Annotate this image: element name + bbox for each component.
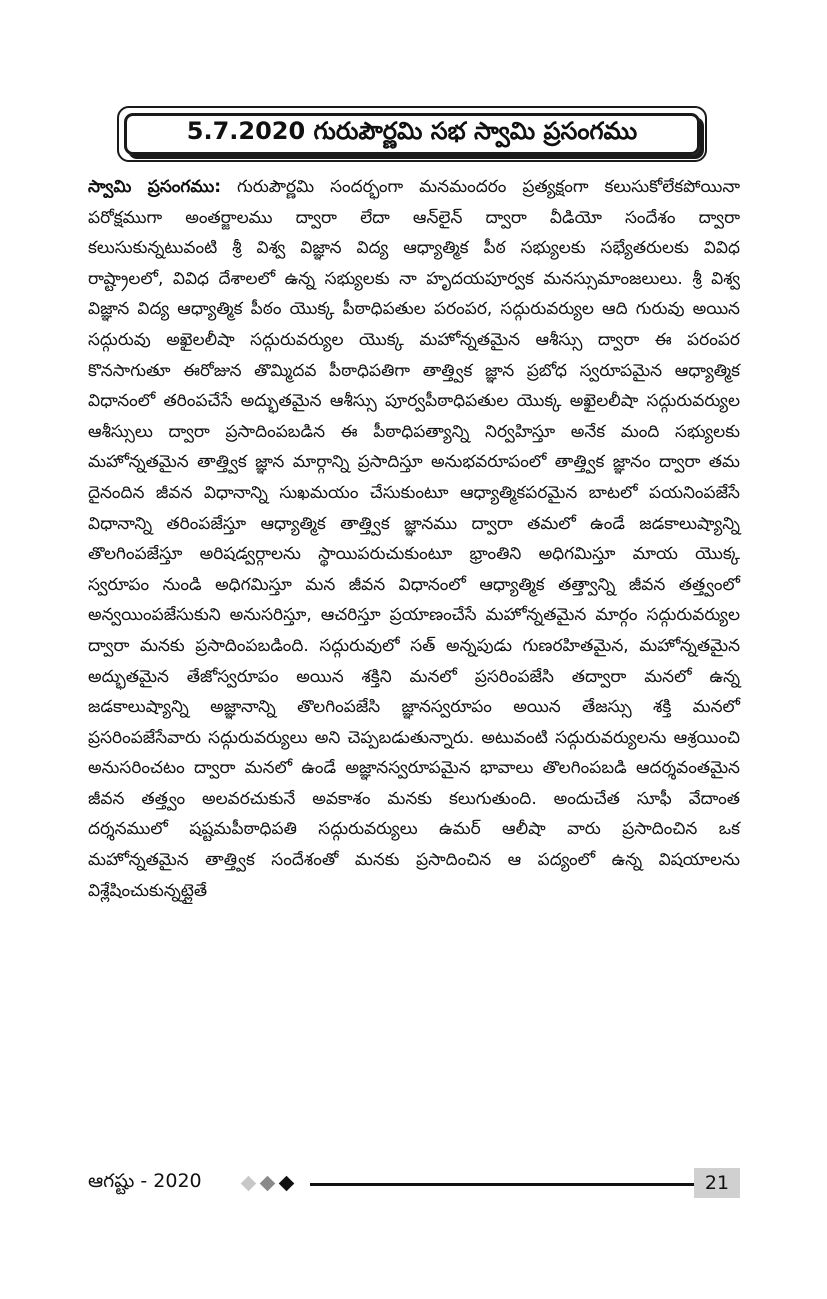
page-title: 5.7.2020 గురుపౌర్ణమి సభ స్వామి ప్రసంగము [186,117,638,145]
diamond-ornament [243,1173,292,1193]
page-number-box [694,1168,740,1198]
body-paragraph [88,172,740,906]
page-footer [88,1168,740,1198]
issue-month: ఆగష్టు - 2020 [88,1170,202,1192]
speaker-label: స్వామి ప్రసంగము: [88,177,221,197]
title-frame [117,106,707,162]
diamond-mid-icon [260,1175,276,1191]
body-text: గురుపౌర్ణమి సందర్భంగా మనమందరం ప్రత్యక్షంగా కలుసుకోలేకపోయినా పరోక్షముగా అంతర్జాలము ద్వారా లేదా ఆన్‌లైన్ ద్వారా వీడియో సందేశం ద్వారా కలుసుకున్నటువంటి శ్రీ విశ్వ విజ్ఞాన విద్య ఆధ్యాత్మిక పీఠ సభ్యులకు సభ్యేతరులకు వివిధ రాష్ట్రాలలో, వివిధ దేశాలలో ఉన్న సభ్యులకు నా హృదయపూర్వక మనస్సుమాంజలులు. శ్రీ విశ్వ విజ్ఞాన విద్య ఆధ్యాత్మిక పీఠం యొక్క పీఠాధిపతుల పరంపర, సద్గురువర్యుల ఆది గురువు అయిన సద్గురువు అఖైలలీషా సద్గురువర్యుల యొక్క మహోన్నతమైన ఆశీస్సు ద్వారా ఈ పరంపర కొనసాగుతూ ఈరోజున తొమ్మిదవ పీఠాధిపతిగా తాత్త్విక జ్ఞాన ప్రబోధ స్వరూపమైన ఆధ్యాత్మిక విధానంలో తరింపచేసే అద్భుతమైన ఆశీస్సు పూర్వపీఠాధిపతుల యొక్క అఖైలలీషా సద్గురువర్యుల ఆశీస్సులు ద్వారా ప్రసాదింపబడిన ఈ పీఠాధిపత్యాన్ని నిర్వహిస్తూ అనేక మంది సభ్యులకు మహోన్నతమైన తాత్త్విక జ్ఞాన మార్గాన్ని ప్రసాదిస్తూ అనుభవరూపంలో తాత్త్విక జ్ఞానం ద్వారా తమ దైనందిన జీవన విధానాన్ని సుఖమయం చేసుకుంటూ ఆధ్యాత్మికపరమైన బాటలో పయనింపజేసే విధానాన్ని తరింపజేస్తూ ఆధ్యాత్మిక తాత్త్విక జ్ఞానము ద్వారా తమలో ఉండే జడకాలుష్యాన్ని తొలగింపజేస్తూ అరిషడ్వర్గాలను స్థాయిపరుచుకుంటూ భ్రాంతిని అధిగమిస్తూ మాయ యొక్క స్వరూపం నుండి అధిగమిస్తూ మన జీవన విధానంలో ఆధ్యాత్మిక తత్త్వాన్ని జీవన తత్త్వంలో అన్వయింపజేసుకుని అనుసరిస్తూ, ఆచరిస్తూ ప్రయాణంచేసే మహోన్నతమైన మార్గం సద్గురువర్యుల ద్వారా మనకు ప్రసాదింపబడింది. సద్గురువులో సత్ అన్నపుడు గుణరహితమైన, మహోన్నతమైన అద్భుతమైన తేజోస్వరూపం అయిన శక్తిని మనలో ప్రసరింపజేసి తద్వారా మనలో ఉన్న జడకాలుష్యాన్ని అజ్ఞానాన్ని తొలగింపజేసి జ్ఞానస్వరూపం అయిన తేజస్సు శక్తి మనలో ప్రసరింపజేసేవారు సద్గురువర్యులు అని చెప్పబడుతున్నారు. అటువంటి సద్గురువర్యులను ఆశ్రయించి అనుసరించటం ద్వారా మనలో ఉండే అజ్ఞానస్వరూపమైన భావాలు తొలగింపబడి ఆదర్శవంతమైన జీవన తత్త్వం అలవరచుకునే అవకాశం మనకు కలుగుతుంది. అందుచేత సూఫీ వేదాంత దర్శనములో షష్టమపీఠాధిపతి సద్గురువర్యులు ఉమర్ ఆలీషా వారు ప్రసాదించిన ఒక మహోన్నతమైన తాత్త్విక సందేశంతో మనకు ప్రసాదించిన ఆ పద్యంలో ఉన్న విషయాలను విశ్లేషించుకున్నట్లైతే [88,177,740,901]
title-box [124,113,700,155]
diamond-dark-icon [279,1175,295,1191]
footer-rule [310,1183,694,1186]
diamond-light-icon [241,1175,257,1191]
page-number: 21 [704,1172,730,1194]
